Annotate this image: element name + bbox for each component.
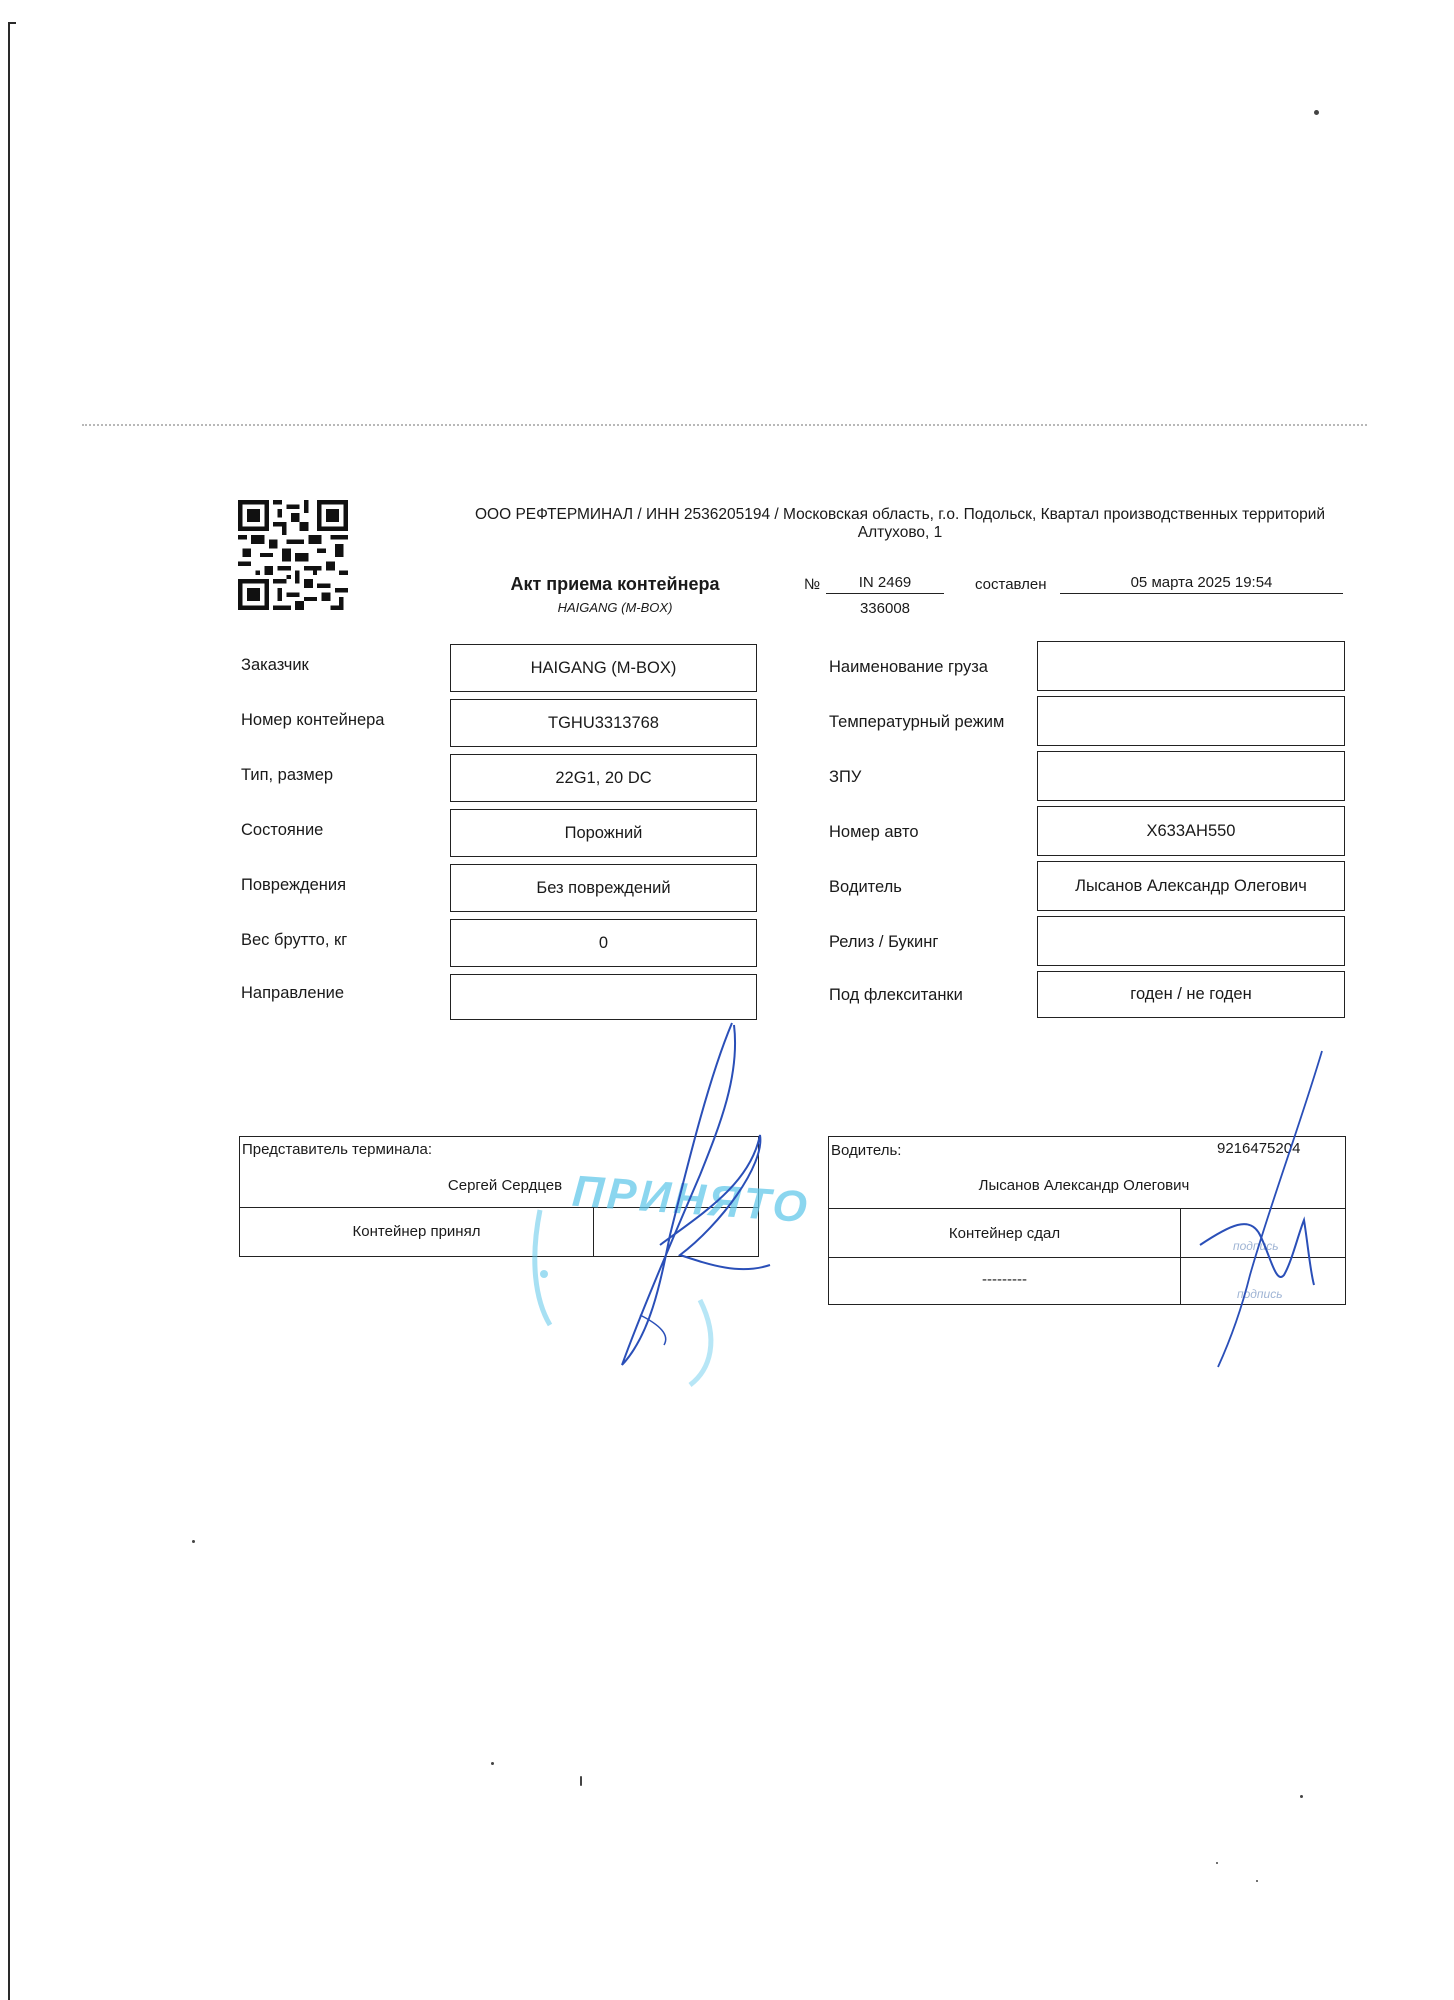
driver-block-label: Водитель: [831, 1142, 902, 1159]
composed-label: составлен [975, 576, 1047, 593]
dashes-placeholder: --------- [982, 1271, 1027, 1288]
document-title: Акт приема контейнера [510, 574, 720, 594]
scan-speck [1300, 1795, 1303, 1798]
type-size-value: 22G1, 20 DC [450, 754, 757, 802]
cargo-name-value [1037, 641, 1345, 691]
terminal-representative-name: Сергей Сердцев [447, 1177, 563, 1194]
seal-value [1037, 751, 1345, 801]
temperature-mode-label: Температурный режим [829, 713, 1005, 731]
release-booking-value [1037, 916, 1345, 966]
cut-line [82, 424, 1367, 426]
driver-label: Водитель [829, 878, 902, 896]
driver-phone: 9216475204 [1217, 1140, 1301, 1157]
customer-value: HAIGANG (M-BOX) [450, 644, 757, 692]
driver-value: Лысанов Александр Олегович [1037, 861, 1345, 911]
damage-value: Без повреждений [450, 864, 757, 912]
container-number-value: TGHU3313768 [450, 699, 757, 747]
gross-weight-label: Вес брутто, кг [241, 931, 348, 949]
company-info [440, 506, 1360, 542]
vehicle-number-label: Номер авто [829, 823, 919, 841]
direction-label: Направление [241, 984, 345, 1002]
condition-label: Состояние [241, 821, 324, 839]
container-number-label: Номер контейнера [241, 711, 385, 729]
vehicle-number-value: Х633АН550 [1037, 806, 1345, 856]
direction-value [450, 974, 757, 1020]
scan-speck [1314, 110, 1319, 115]
terminal-signature [600, 1015, 800, 1375]
act-number: IN 2469 [826, 574, 944, 594]
document-subtitle: HAIGANG (M-BOX) [557, 600, 673, 615]
accepted-stamp: ПРИНЯТО [570, 1166, 812, 1233]
scan-corner-mark [8, 22, 16, 24]
qr-code [238, 500, 348, 610]
number-sign: № [804, 576, 821, 593]
temperature-mode-value [1037, 696, 1345, 746]
flexitank-label: Под флекситанки [829, 986, 963, 1004]
company-line-1: ООО РЕФТЕРМИНАЛ / ИНН 2536205194 / Московская область, г.о. Подольск, Квартал производственных территорий [474, 506, 1326, 523]
driver-signature [1180, 1045, 1350, 1375]
scan-speck [1216, 1862, 1218, 1864]
scan-edge-line [8, 22, 10, 2000]
seal-label: ЗПУ [829, 768, 862, 786]
scan-speck [491, 1762, 494, 1765]
driver-name: Лысанов Александр Олегович [978, 1177, 1190, 1194]
release-booking-label: Релиз / Букинг [829, 933, 939, 951]
cargo-name-label: Наименование груза [829, 658, 988, 676]
signature-hint: подпись [1237, 1287, 1283, 1301]
scan-speck [580, 1776, 582, 1786]
scan-speck [1256, 1880, 1258, 1882]
flexitank-value: годен / не годен [1037, 971, 1345, 1018]
condition-value: Порожний [450, 809, 757, 857]
act-number-sub: 336008 [859, 600, 911, 617]
type-size-label: Тип, размер [241, 766, 334, 784]
damage-label: Повреждения [241, 876, 347, 894]
container-accepted-label: Контейнер принял [352, 1223, 481, 1240]
signature-hint: подпись [1233, 1239, 1279, 1253]
gross-weight-value: 0 [450, 919, 757, 967]
act-date: 05 марта 2025 19:54 [1060, 574, 1343, 594]
company-line-2: Алтухово, 1 [857, 524, 943, 541]
container-handed-label: Контейнер сдал [948, 1225, 1061, 1242]
terminal-representative-label: Представитель терминала: [242, 1141, 433, 1158]
customer-label: Заказчик [241, 656, 309, 674]
scan-speck [192, 1540, 195, 1543]
